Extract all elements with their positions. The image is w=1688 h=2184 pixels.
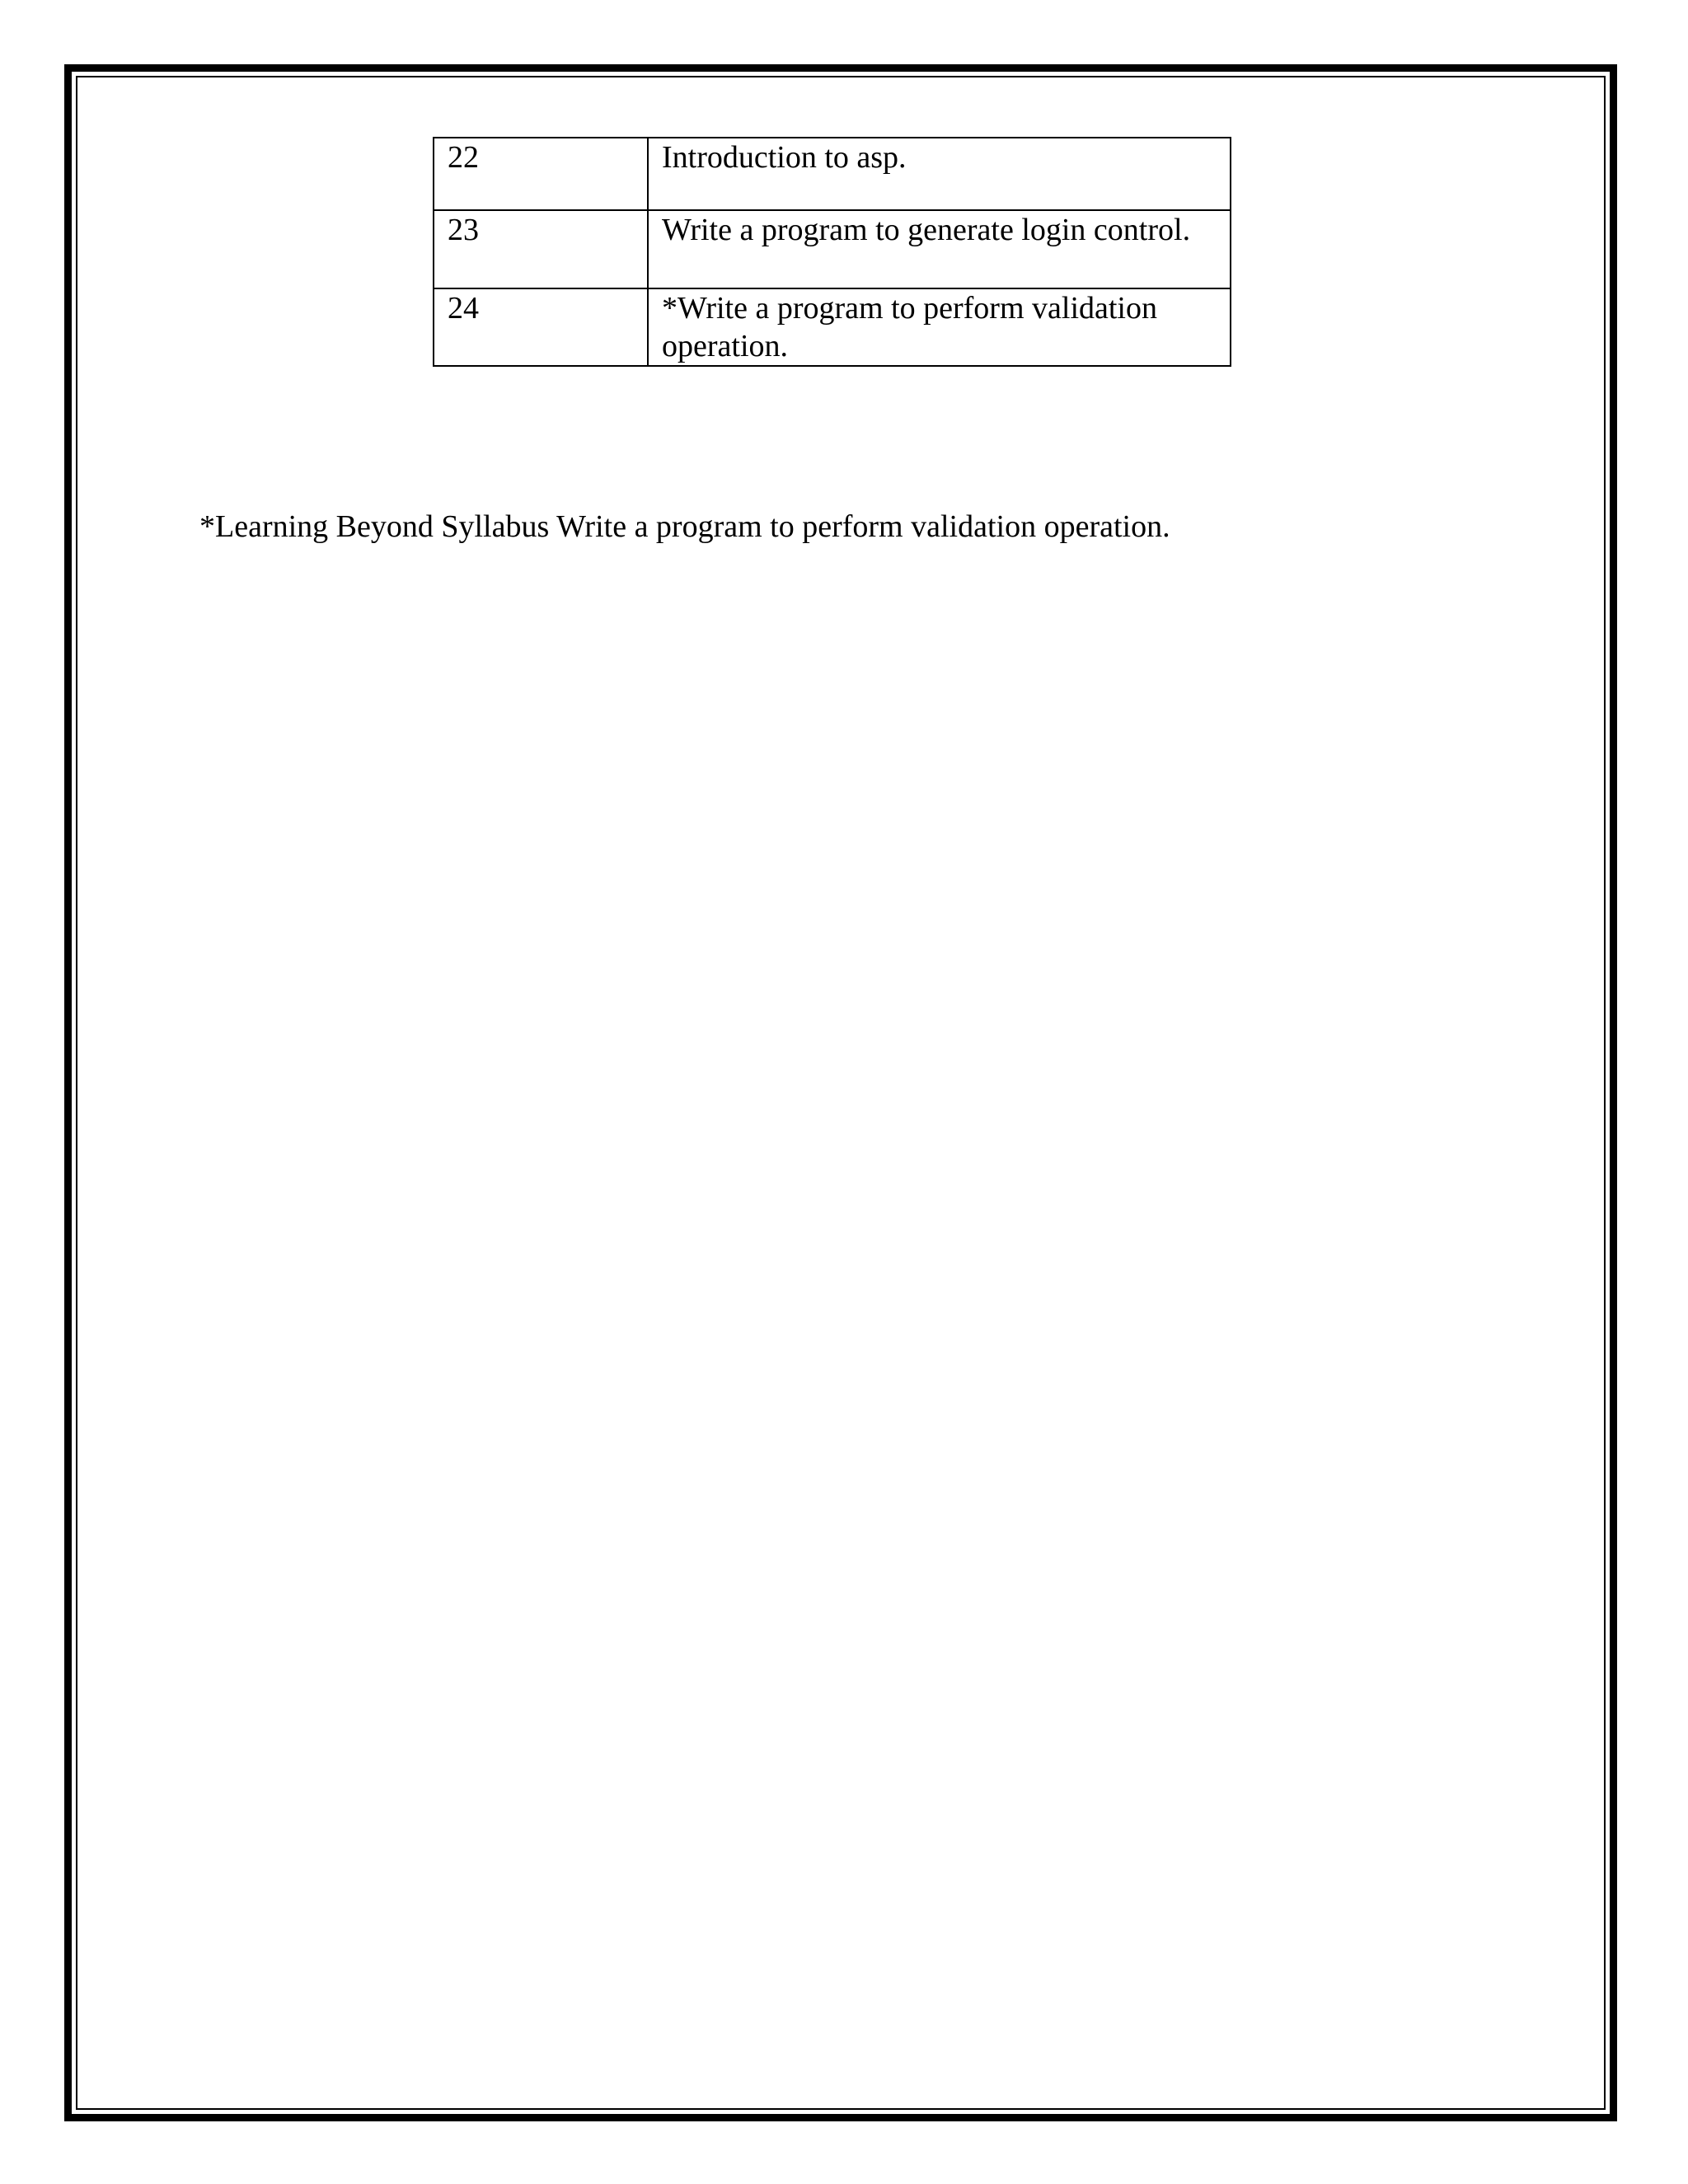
- experiment-description: Introduction to asp.: [648, 138, 1231, 210]
- page-border-inner: [76, 76, 1606, 2110]
- experiment-number: 23: [434, 210, 648, 288]
- experiment-number: 24: [434, 288, 648, 366]
- experiment-description: *Write a program to perform validation operation.: [648, 288, 1231, 366]
- syllabus-note: *Learning Beyond Syllabus Write a program to perform validation operation.: [199, 509, 1170, 544]
- experiment-description: Write a program to generate login control.: [648, 210, 1231, 288]
- table-row: [434, 288, 1231, 366]
- table-row: [434, 138, 1231, 210]
- table-row: [434, 210, 1231, 288]
- experiment-table: [433, 137, 1231, 367]
- experiment-number: 22: [434, 138, 648, 210]
